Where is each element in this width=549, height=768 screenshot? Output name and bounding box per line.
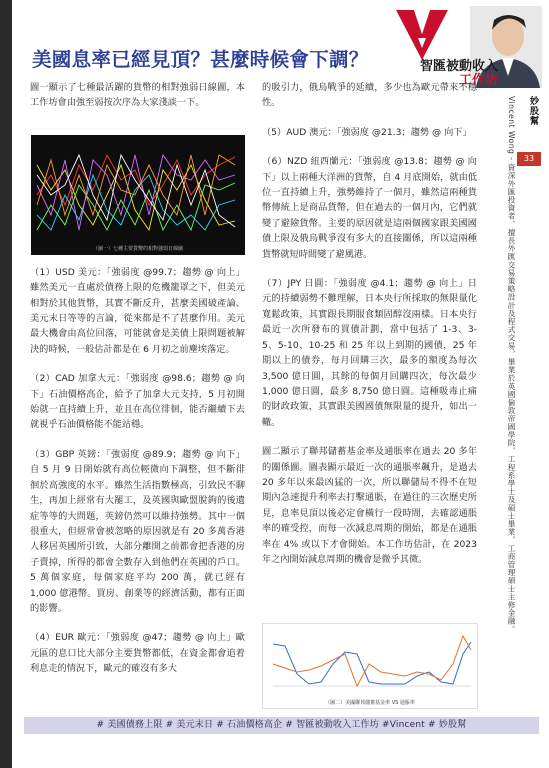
figure-fed-rate-vs-inflation [262,623,478,709]
paragraph: （1）USD 美元：「強弱度 @99.7；趨勢 @ 向上」雖然美元一直處於債務上限的危機籠罩之下，但美元相對於其他貨幣，其實不斷反升，甚麼美國破產論、美元末日等等的言論，從來都是不了甚麼作用。美元最大機會由高位回落，可能就會是美債上限問題被解決的時候，一般估計都是在 6 月初之前塵埃落定。 [30,266,245,355]
brand-line-1: 智匯被動收入 [419,59,498,74]
author-bio: Vincent Wong - 資深外匯投資者、擅長外匯交易策略設計及程式交易，畢業於英國倫敦帝國學院，工程系學士及碩士畢業，工商管理碩士主修金融。 [507,96,516,634]
paragraph: （3）GBP 英鎊：「強弱度 @89.9；趨勢 @ 向下」自 5 月 9 日開始就有高位輕微向下調整，但不斷徘徊於高強度的水平。雖然生活指數極高，引致民不聊生，再加上經常有大罷工，及英國與歐盟脫鉤的後遺症等等的大問題，英鎊仍然可以維持強勢。其中一個很重大，但經常會被忽略的原因就是有 20 多萬香港人移居英國所引致，大部分離開之前都會把香港的房子賣掉，所得的都會全數存入到他們在英國的戶口。5 萬個家庭，每個家庭平均 200 萬，就已經有 1,000 億港幣。買房、創業等的經濟活動，都有正面的影響。 [30,448,245,614]
brand-logo-icon [392,8,452,62]
paragraph: （7）JPY 日圓：「強弱度 @4.1；趨勢 @ 向上」日元的持續弱勢不難理解，日本央行所採取的無限量化寬鬆政策，其實跟長期服食類固醇沒兩樣。日本央行最近一次所發布的買債計劃，當中包括了 1-3、3-5、5-10、10-25 和 25 年以上到期的國債，25 年期以上的債券，每月回購三次，最多的額度為每次 3,500 億日圓，其餘的每個月回購四次，每次最少 1,000 億日圓，最多 8,750 億日圓。這種吸毒止痛的財政政策，其實跟美國國債無限量的提升，如出一轍。 [262,278,477,428]
paragraph: 圖一顯示了七種最活躍的貨幣的相對強弱日線圖，本工作坊會由強至弱按次序為大家淺談一下。 [30,82,245,109]
right-column [262,80,477,581]
chart2-caption: （圖二）美國聯邦儲蓄基金率 VS 通脹率 [325,700,415,706]
currency-strength-lines [31,135,245,255]
chart1-caption: （圖一）七種主要貨幣的相對強弱日線圖 [92,246,183,252]
page-edge [0,0,12,768]
paragraph: 的吸引力，俄烏戰爭的延續，多少也為歐元帶來不穩性。 [262,82,477,109]
article-headline: 美國息率已經見頂？甚麼時候會下調？ [32,48,369,71]
figure-currency-strength-chart [31,135,245,255]
paragraph: （5）AUD 澳元：「強弱度 @21.3；趨勢 @ 向下」 [262,126,472,138]
page-number: 33 [517,152,541,166]
brand-line-2: 工作坊 [458,73,498,88]
column-name: 妙股幫 [528,96,538,126]
paragraph: （2）CAD 加拿大元：「強弱度 @98.6；趨勢 @ 向下」石油價格高企，給予了加拿大元支持，5 月初開始就一直持續上升，並且在高位徘徊，能否繼續下去就視乎石油價格能不能站穩。 [30,373,245,431]
paragraph: （6）NZD 紐西蘭元：「強弱度 @13.8；趨勢 @ 向下」以上兩種大洋洲的貨幣，自 4 月底開始，就由低位一直持續上升，強勢維持了一個月，雖然這兩種貨幣傳統上是商品貨幣，但在過去的一個月內，它們就變了避險貨幣。主要的原因就是這兩個國家跟美國國債上限及俄烏戰爭沒有多大的直接關係，所以這兩種貨幣就短時間變了避風港。 [262,156,477,260]
footer-tags: # 美國債務上限 # 美元末日 # 石油價格高企 # 智匯被動收入工作坊 #Vincent # 妙股幫 [24,717,539,734]
paragraph: 圖二顯示了聯邦儲蓄基金率及通脹率在過去 20 多年的關係圖。圖表顯示最近一次的通脹率飆升，是過去 20 多年以來最凶猛的一次，所以聯儲局不得不在短期內急速提升利率去打擊通脹，在過往的三次歷史所見，息率見頂以後必定會橫行一段時間，去確認通脹率的確受控，而每一次減息周期的開始，都是在通脹率在 4% 或以下才會開始。本工作坊估計，在 2023 年之內開始減息周期的機會是微乎其微。 [262,446,477,565]
paragraph: （4）EUR 歐元：「強弱度 @47；趨勢 @ 向上」歐元區的息口比大部分主要貨幣都低，在資金都會追着利息走的情況下，歐元的確沒有多大 [30,632,245,675]
fed-rate-inflation-lines [263,624,477,696]
